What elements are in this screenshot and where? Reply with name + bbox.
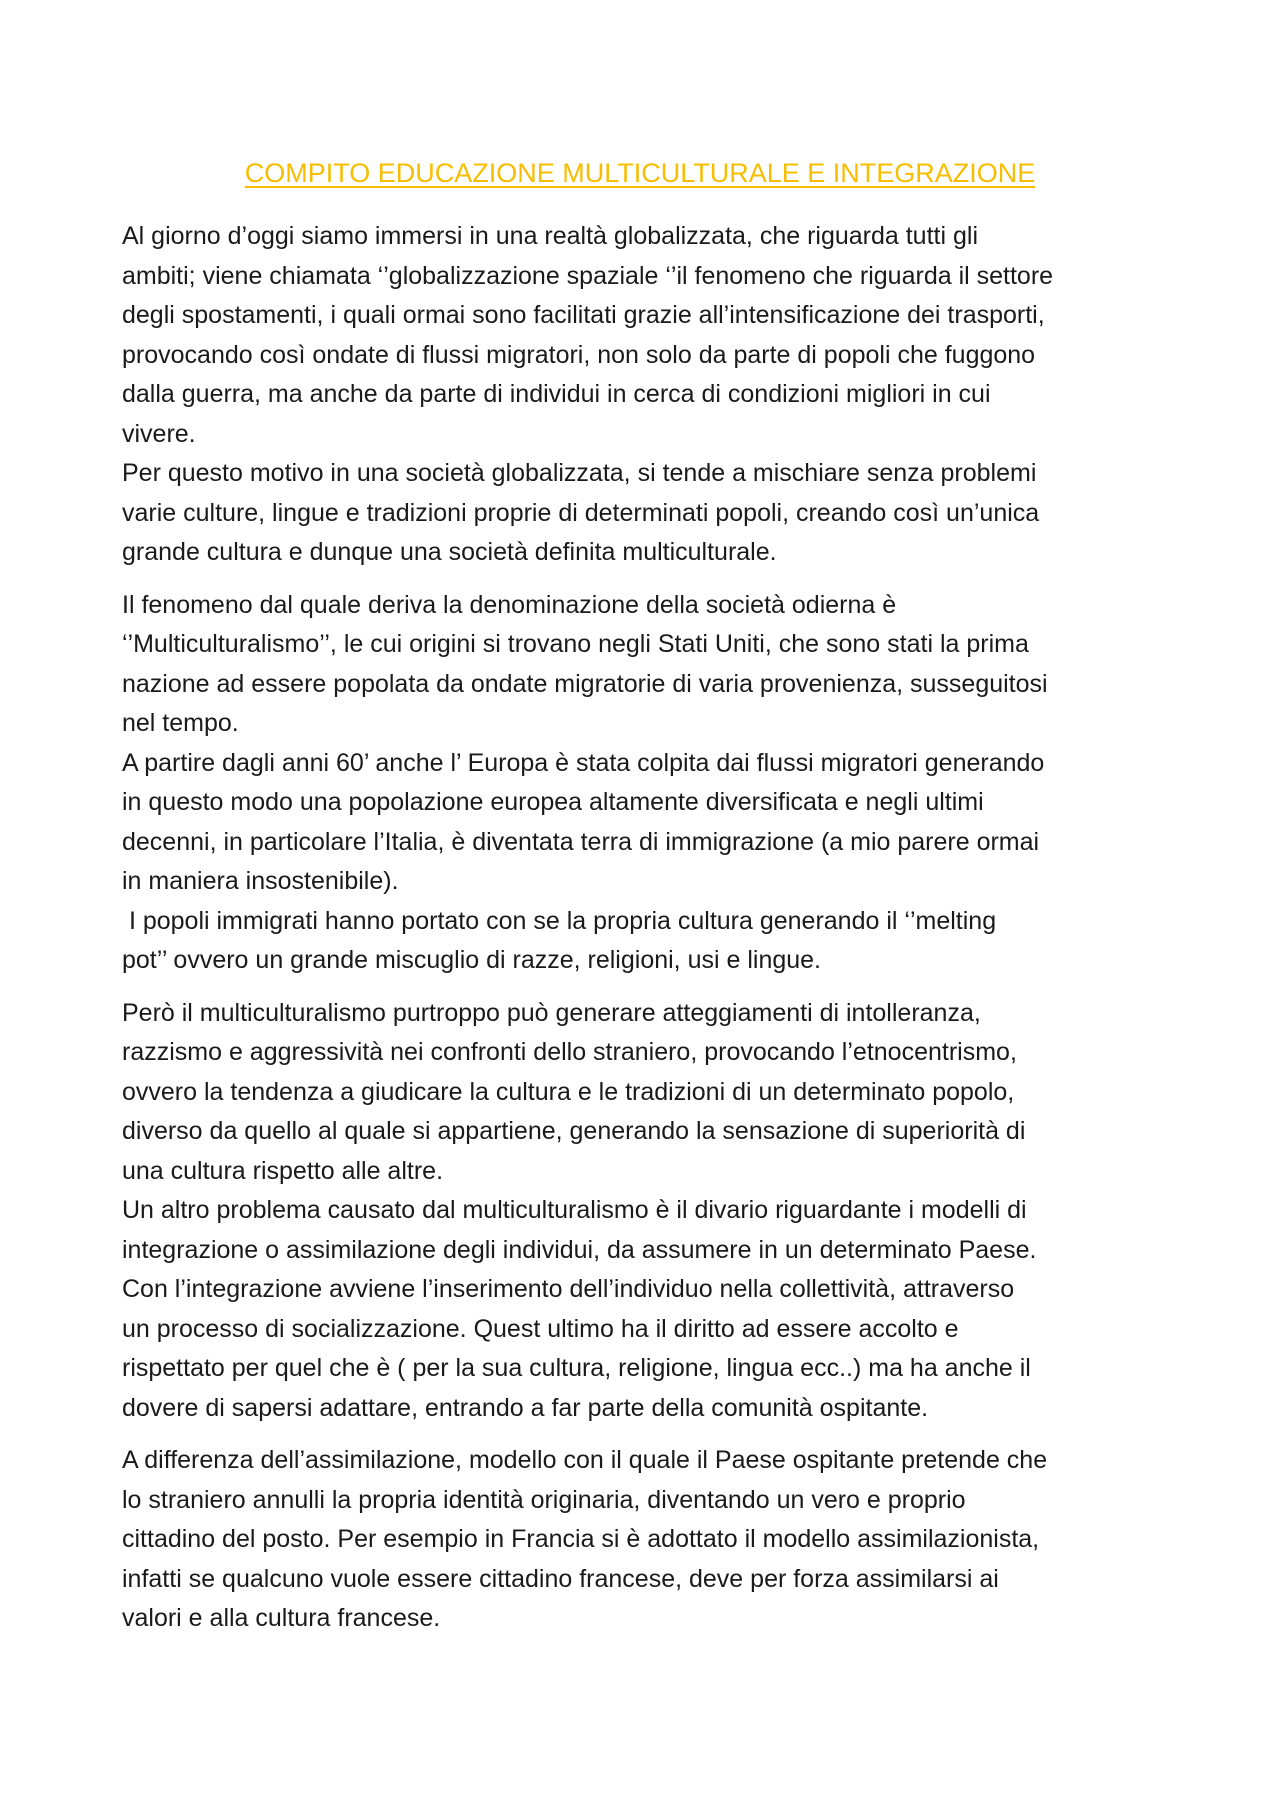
paragraph-4	[122, 1441, 1180, 1639]
text-line: Con l’integrazione avviene l’inserimento dell’individuo nella collettività, attraverso	[122, 1275, 1015, 1303]
paragraph-spacer	[122, 981, 1180, 994]
paragraph-2	[122, 586, 1180, 981]
text-line: ovvero la tendenza a giudicare la cultura e le tradizioni di un determinato popolo,	[122, 1077, 1015, 1106]
text-line: A differenza dell’assimilazione, modello con il quale il Paese ospitante pretende che	[122, 1446, 1048, 1474]
text-line: diverso da quello al quale si appartiene, generando la sensazione di superiorità di	[122, 1117, 1026, 1145]
paragraph-spacer	[122, 573, 1180, 586]
text-line: provocando così ondate di flussi migratori, non solo da parte di popoli che fuggono	[122, 340, 1036, 369]
text-line: in maniera insostenibile).	[122, 867, 399, 895]
text-line: ambiti; viene chiamata ‘’globalizzazione spaziale ‘’il fenomeno che riguarda il settore	[122, 261, 1054, 290]
text-line: rispettato per quel che è ( per la sua cultura, religione, lingua ecc..) ma ha anche il	[122, 1354, 1031, 1382]
paragraph-1	[122, 217, 1180, 573]
document-body	[122, 217, 1180, 1639]
text-line: Al giorno d’oggi siamo immersi in una realtà globalizzata, che riguarda tutti gli	[122, 222, 978, 250]
text-line: Per questo motivo in una società globalizzata, si tende a mischiare senza problemi	[122, 459, 1037, 487]
document-title: COMPITO EDUCAZIONE MULTICULTURALE E INTEGRAZIONE	[244, 158, 1036, 188]
text-line: razzismo e aggressività nei confronti dello straniero, provocando l’etnocentrismo,	[122, 1038, 1017, 1066]
text-line: dovere di sapersi adattare, entrando a far parte della comunità ospitante.	[122, 1393, 929, 1422]
text-line: Però il multiculturalismo purtroppo può generare atteggiamenti di intolleranza,	[122, 998, 981, 1027]
text-line: I popoli immigrati hanno portato con se la propria cultura generando il ‘’melting	[122, 906, 997, 935]
text-line: vivere.	[122, 419, 196, 448]
text-line: decenni, in particolare l’Italia, è diventata terra di immigrazione (a mio parere ormai	[122, 827, 1040, 856]
text-line: una cultura rispetto alle altre.	[122, 1156, 444, 1185]
text-line: infatti se qualcuno vuole essere cittadino francese, deve per forza assimilarsi ai	[122, 1564, 999, 1593]
text-line: varie culture, lingue e tradizioni proprie di determinati popoli, creando così un’unica	[122, 498, 1040, 527]
text-line: lo straniero annulli la propria identità originaria, diventando un vero e proprio	[122, 1485, 966, 1514]
text-line: un processo di socializzazione. Quest ultimo ha il diritto ad essere accolto e	[122, 1314, 959, 1343]
text-line: nazione ad essere popolata da ondate migratorie di varia provenienza, susseguitosi	[122, 669, 1048, 698]
text-line: Il fenomeno dal quale deriva la denominazione della società odierna è	[122, 590, 897, 619]
text-line: integrazione o assimilazione degli individui, da assumere in un determinato Paese.	[122, 1235, 1037, 1264]
text-line: valori e alla cultura francese.	[122, 1604, 441, 1632]
text-line: nel tempo.	[122, 709, 239, 737]
text-line: Un altro problema causato dal multiculturalismo è il divario riguardante i modelli di	[122, 1196, 1027, 1224]
text-line: degli spostamenti, i quali ormai sono facilitati grazie all’intensificazione dei trasporti,	[122, 301, 1045, 329]
text-line: in questo modo una popolazione europea altamente diversificata e negli ultimi	[122, 788, 984, 816]
text-line: grande cultura e dunque una società definita multiculturale.	[122, 538, 777, 566]
text-line: cittadino del posto. Per esempio in Francia si è adottato il modello assimilazionista,	[122, 1525, 1040, 1553]
text-line: A partire dagli anni 60’ anche l’ Europa è stata colpita dai flussi migratori generando	[122, 748, 1045, 777]
text-line: ‘’Multiculturalismo’’, le cui origini si trovano negli Stati Uniti, che sono stati la prima	[122, 630, 1029, 658]
paragraph-3	[122, 994, 1180, 1429]
text-line: dalla guerra, ma anche da parte di individui in cerca di condizioni migliori in cui	[122, 380, 991, 408]
text-line: pot’’ ovvero un grande miscuglio di razze, religioni, usi e lingue.	[122, 946, 821, 974]
paragraph-spacer	[122, 1428, 1180, 1441]
